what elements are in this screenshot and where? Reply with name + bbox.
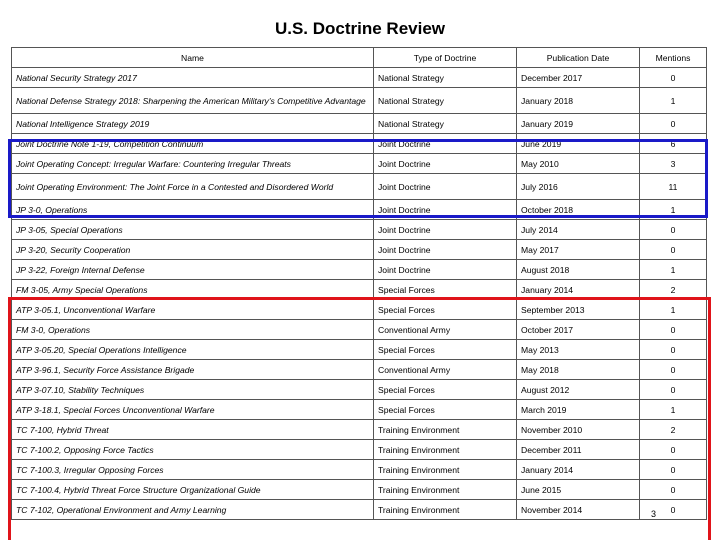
cell-type: Training Environment: [374, 460, 517, 480]
cell-name: JP 3-0, Operations: [12, 200, 374, 220]
cell-mentions: 11: [640, 174, 707, 200]
table-row: [12, 154, 707, 174]
cell-type: Special Forces: [374, 380, 517, 400]
cell-name: ATP 3-05.1, Unconventional Warfare: [12, 300, 374, 320]
cell-mentions: 0: [640, 380, 707, 400]
cell-date: May 2017: [517, 240, 640, 260]
cell-type: Joint Doctrine: [374, 240, 517, 260]
cell-name: JP 3-05, Special Operations: [12, 220, 374, 240]
cell-date: October 2017: [517, 320, 640, 340]
cell-name: FM 3-0, Operations: [12, 320, 374, 340]
table-row: [12, 420, 707, 440]
cell-date: January 2018: [517, 88, 640, 114]
cell-name: JP 3-20, Security Cooperation: [12, 240, 374, 260]
cell-mentions: 2: [640, 280, 707, 300]
cell-date: August 2012: [517, 380, 640, 400]
cell-name: ATP 3-07.10, Stability Techniques: [12, 380, 374, 400]
cell-date: January 2014: [517, 460, 640, 480]
table-row: [12, 68, 707, 88]
column-header-name: Name: [12, 48, 374, 68]
table-row: [12, 280, 707, 300]
table-row: [12, 220, 707, 240]
cell-type: Joint Doctrine: [374, 260, 517, 280]
cell-mentions: 1: [640, 260, 707, 280]
cell-type: Joint Doctrine: [374, 134, 517, 154]
cell-name: National Defense Strategy 2018: Sharpening the American Military's Competitive Advantage: [12, 88, 374, 114]
cell-name: ATP 3-96.1, Security Force Assistance Brigade: [12, 360, 374, 380]
table-header-row: [12, 48, 707, 68]
cell-mentions: 0: [640, 360, 707, 380]
cell-date: August 2018: [517, 260, 640, 280]
cell-date: January 2014: [517, 280, 640, 300]
cell-name: TC 7-102, Operational Environment and Army Learning: [12, 500, 374, 520]
cell-name: ATP 3-05.20, Special Operations Intelligence: [12, 340, 374, 360]
table-row: [12, 340, 707, 360]
table-row: [12, 114, 707, 134]
table-row: [12, 400, 707, 420]
cell-date: July 2014: [517, 220, 640, 240]
cell-type: Special Forces: [374, 300, 517, 320]
cell-mentions: 0: [640, 480, 707, 500]
table-row: [12, 500, 707, 520]
table-row: [12, 440, 707, 460]
cell-type: Conventional Army: [374, 320, 517, 340]
table-row: [12, 380, 707, 400]
cell-name: JP 3-22, Foreign Internal Defense: [12, 260, 374, 280]
table-row: [12, 460, 707, 480]
cell-name: ATP 3-18.1, Special Forces Unconventional Warfare: [12, 400, 374, 420]
column-header-type: Type of Doctrine: [374, 48, 517, 68]
table-row: [12, 360, 707, 380]
cell-mentions: 0: [640, 440, 707, 460]
table-body: [12, 68, 707, 520]
cell-mentions: 1: [640, 88, 707, 114]
cell-mentions: 0: [640, 320, 707, 340]
page-title: U.S. Doctrine Review: [274, 19, 446, 38]
cell-date: May 2013: [517, 340, 640, 360]
doctrine-table: [11, 47, 707, 520]
cell-name: TC 7-100, Hybrid Threat: [12, 420, 374, 440]
cell-mentions: 6: [640, 134, 707, 154]
cell-type: Training Environment: [374, 500, 517, 520]
cell-date: May 2018: [517, 360, 640, 380]
cell-type: Special Forces: [374, 340, 517, 360]
cell-date: November 2014: [517, 500, 640, 520]
table-row: [12, 134, 707, 154]
cell-type: Joint Doctrine: [374, 154, 517, 174]
cell-type: National Strategy: [374, 114, 517, 134]
cell-date: November 2010: [517, 420, 640, 440]
cell-name: Joint Operating Concept: Irregular Warfare: Countering Irregular Threats: [12, 154, 374, 174]
table-row: [12, 174, 707, 200]
cell-type: Training Environment: [374, 440, 517, 460]
cell-date: May 2010: [517, 154, 640, 174]
cell-mentions: 0: [640, 240, 707, 260]
table-row: [12, 200, 707, 220]
table-row: [12, 300, 707, 320]
cell-mentions: 1: [640, 300, 707, 320]
cell-date: September 2013: [517, 300, 640, 320]
table-row: [12, 260, 707, 280]
cell-mentions: 0: [640, 460, 707, 480]
cell-type: Joint Doctrine: [374, 200, 517, 220]
cell-name: TC 7-100.4, Hybrid Threat Force Structure Organizational Guide: [12, 480, 374, 500]
cell-name: National Security Strategy 2017: [12, 68, 374, 88]
cell-mentions: 0: [640, 114, 707, 134]
table-row: [12, 480, 707, 500]
cell-name: Joint Operating Environment: The Joint Force in a Contested and Disordered World: [12, 174, 374, 200]
cell-date: June 2015: [517, 480, 640, 500]
cell-date: July 2016: [517, 174, 640, 200]
cell-type: Conventional Army: [374, 360, 517, 380]
cell-date: December 2011: [517, 440, 640, 460]
cell-mentions: 0: [640, 500, 707, 520]
column-header-mentions: Mentions: [640, 48, 707, 68]
cell-name: National Intelligence Strategy 2019: [12, 114, 374, 134]
cell-name: Joint Doctrine Note 1-19, Competition Continuum: [12, 134, 374, 154]
cell-mentions: 3: [640, 154, 707, 174]
cell-type: National Strategy: [374, 68, 517, 88]
cell-mentions: 1: [640, 400, 707, 420]
cell-name: FM 3-05, Army Special Operations: [12, 280, 374, 300]
page-number: 3: [651, 509, 657, 519]
cell-mentions: 2: [640, 420, 707, 440]
cell-type: Special Forces: [374, 400, 517, 420]
cell-name: TC 7-100.3, Irregular Opposing Forces: [12, 460, 374, 480]
cell-mentions: 1: [640, 200, 707, 220]
table-row: [12, 320, 707, 340]
cell-date: December 2017: [517, 68, 640, 88]
cell-type: Special Forces: [374, 280, 517, 300]
table-row: [12, 88, 707, 114]
cell-mentions: 0: [640, 340, 707, 360]
cell-type: National Strategy: [374, 88, 517, 114]
cell-date: January 2019: [517, 114, 640, 134]
column-header-date: Publication Date: [517, 48, 640, 68]
cell-name: TC 7-100.2, Opposing Force Tactics: [12, 440, 374, 460]
cell-type: Joint Doctrine: [374, 220, 517, 240]
cell-mentions: 0: [640, 220, 707, 240]
table-row: [12, 240, 707, 260]
cell-type: Training Environment: [374, 480, 517, 500]
cell-mentions: 0: [640, 68, 707, 88]
cell-date: March 2019: [517, 400, 640, 420]
cell-type: Joint Doctrine: [374, 174, 517, 200]
cell-date: October 2018: [517, 200, 640, 220]
cell-date: June 2019: [517, 134, 640, 154]
cell-type: Training Environment: [374, 420, 517, 440]
